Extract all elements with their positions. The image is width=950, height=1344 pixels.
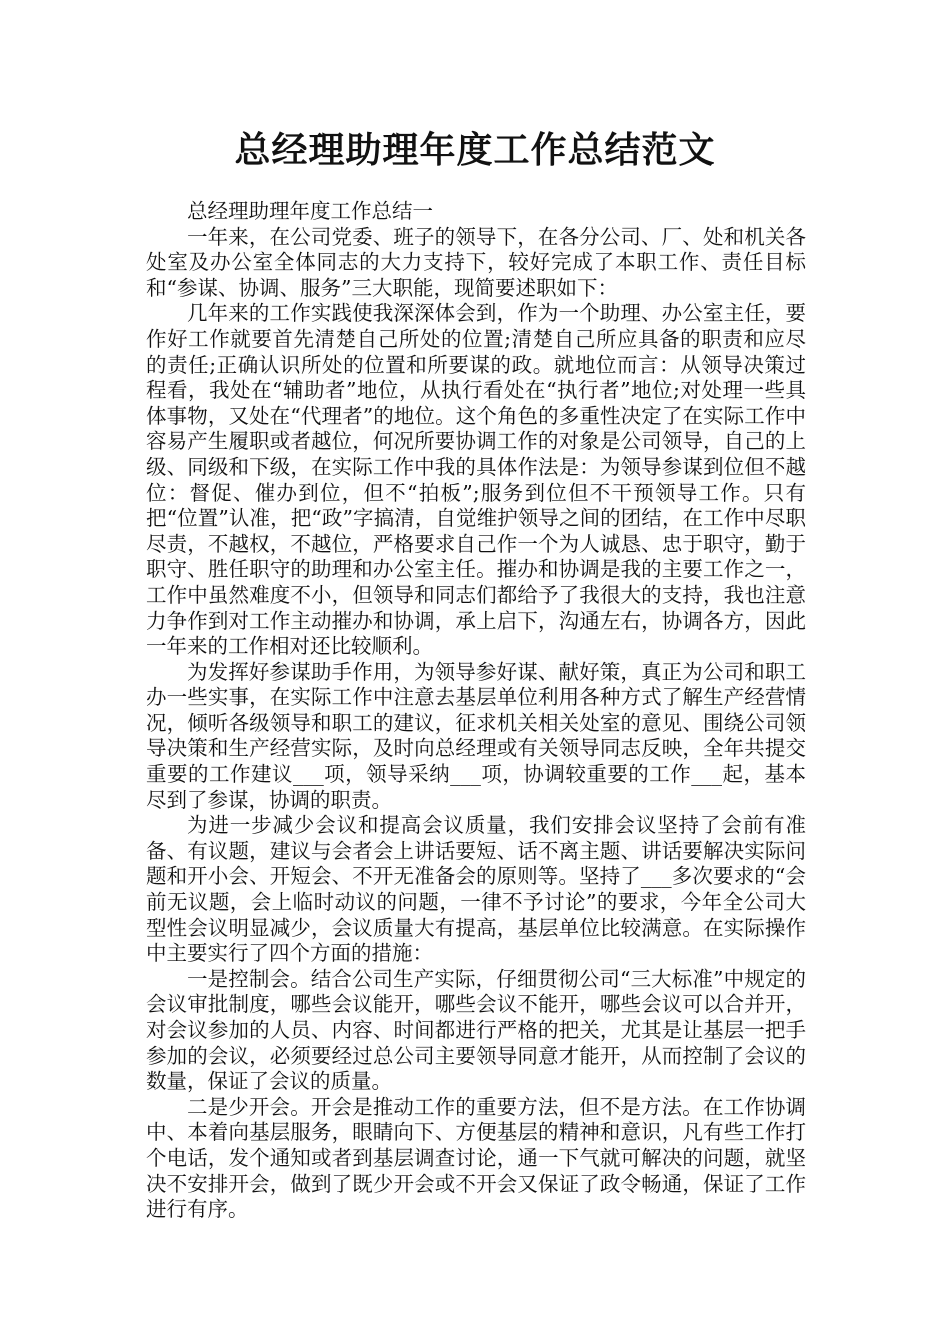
paragraph-4: 为进一步减少会议和提高会议质量，我们安排会议坚持了会前有准备、有议题，建议与会者会上讲话要短、话不离主题、讲话要解决实际问题和开小会、开短会、不开无准备会的原则等。坚持了___多次要求的“会前无议题，会上临时动议的问题，一律不予讨论”的要求，今年全公司大型性会议明显减少，会议质量大有提高，基层单位比较满意。在实际操作中主要实行了四个方面的措施： bbox=[146, 813, 806, 966]
page-title: 总经理助理年度工作总结范文 bbox=[234, 130, 716, 171]
paragraph-1: 一年来，在公司党委、班子的领导下，在各分公司、厂、处和机关各处室及办公室全体同志的大力支持下，较好完成了本职工作、责任目标和“参谋、协调、服务”三大职能，现简要述职如下： bbox=[146, 224, 806, 300]
paragraph-6: 二是少开会。开会是推动工作的重要方法，但不是方法。在工作协调中、本着向基层服务，眼睛向下、方便基层的精神和意识，凡有些工作打个电话，发个通知或者到基层调查讨论，通一下气就可解决的问题，就坚决不安排开会，做到了既少开会或不开会又保证了政令畅通，保证了工作进行有序。 bbox=[146, 1094, 806, 1222]
document-body bbox=[146, 199, 806, 1223]
section-subtitle: 总经理助理年度工作总结一 bbox=[187, 199, 433, 223]
paragraph-2: 几年来的工作实践使我深深体会到，作为一个助理、办公室主任，要作好工作就要首先清楚自己所处的位置;清楚自己所应具备的职责和应尽的责任;正确认识所处的位置和所要谋的政。就地位而言：从领导决策过程看，我处在“辅助者”地位，从执行看处在“执行者”地位;对处理一些具体事物，又处在“代理者”的地位。这个角色的多重性决定了在实际工作中容易产生履职或者越位，何况所要协调工作的对象是公司领导，自己的上级、同级和下级，在实际工作中我的具体作法是：为领导参谋到位但不越位：督促、催办到位，但不“拍板”;服务到位但不干预领导工作。只有把“位置”认准，把“政”字搞清，自觉维护领导之间的团结，在工作中尽职尽责，不越权，不越位，严格要求自己作一个为人诚恳、忠于职守，勤于职守、胜任职守的助理和办公室主任。摧办和协调是我的主要工作之一，工作中虽然难度不小，但领导和同志们都给予了我很大的支持，我也注意力争作到对工作主动摧办和协调，承上启下，沟通左右，协调各方，因此一年来的工作相对还比较顺利。 bbox=[146, 301, 806, 659]
paragraph-3: 为发挥好参谋助手作用，为领导参好谋、献好策，真正为公司和职工办一些实事，在实际工作中注意去基层单位利用各种方式了解生产经营情况，倾听各级领导和职工的建议，征求机关相关处室的意见、围绕公司领导决策和生产经营实际，及时向总经理或有关领导同志反映，全年共提交重要的工作建议___项，领导采纳___项，协调较重要的工作___起，基本尽到了参谋，协调的职责。 bbox=[146, 659, 806, 812]
paragraph-5: 一是控制会。结合公司生产实际，仔细贯彻公司“三大标准”中规定的会议审批制度，哪些会议能开，哪些会议不能开，哪些会议可以合并开，对会议参加的人员、内容、时间都进行严格的把关，尤其是让基层一把手参加的会议，必须要经过总公司主要领导同意才能开，从而控制了会议的数量，保证了会议的质量。 bbox=[146, 966, 806, 1094]
